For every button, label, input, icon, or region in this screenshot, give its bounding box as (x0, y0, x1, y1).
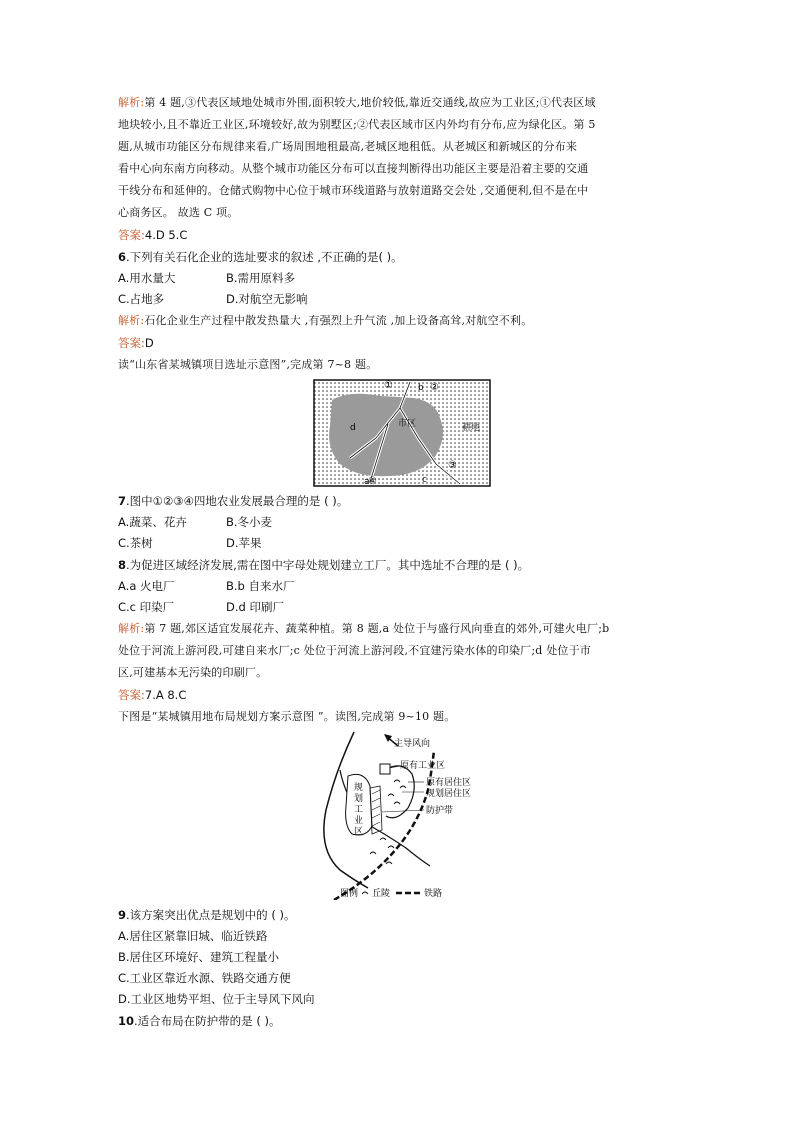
analysis-line: 题,从城市功能区分布规律来看,广场周围地租最高,老城区地租低。从老城区和新城区的分布来 (118, 140, 578, 153)
marker-4: ④ (368, 476, 377, 487)
option-c: C.工业区靠近水源、铁路交通方便 (118, 971, 291, 985)
legend-title: 图例 (340, 889, 359, 899)
option-c: C.占地多 (118, 292, 165, 306)
option-b: B.b 自来水厂 (226, 579, 295, 593)
analysis-line: 心商务区。 故选 C 项。 (118, 206, 239, 219)
question-8-stem: 8.为促进区域经济发展,需在图中字母处规划建立工厂。其中选址不合理的是 ( )。 (118, 558, 530, 572)
map-svg (118, 378, 678, 490)
analysis-line: 解析:石化企业生产过程中散发热量大 ,有强烈上升气流 ,加上设备高耸,对航空不利。 (118, 314, 533, 327)
question-7-stem: 7.图中①②③④四地农业发展最合理的是 ( )。 (118, 494, 349, 508)
option-b: B.居住区环境好、建筑工程量小 (118, 950, 280, 964)
legend-hill-icon (362, 892, 368, 894)
question-6-stem: 6.下列有关石化企业的选址要求的叙述 ,不正确的是( )。 (118, 250, 403, 264)
farmland-label: 耕地 (462, 423, 481, 433)
marker-3: ③ (448, 460, 457, 471)
analysis-line: 区,可建基本无污染的印刷厂。 (118, 666, 268, 679)
question-10-stem: 10.适合布局在防护带的是 ( )。 (118, 1014, 281, 1028)
question-8-options-row2 (118, 597, 678, 618)
analysis-label: 解析: (118, 96, 145, 109)
old-industry-label: 原有工业区 (400, 761, 446, 771)
city-label: 市区 (398, 419, 417, 429)
option-b: B.需用原料多 (226, 271, 296, 285)
option-d: D.工业区地势平坦、位于主导风下风向 (118, 992, 315, 1006)
answer-label: 答案: (118, 228, 145, 242)
planned-industry-char: 区 (354, 827, 364, 837)
legend-rail-label: 铁路 (424, 889, 443, 899)
intro-7-8: 读“山东省某城镇项目选址示意图”,完成第 7~8 题。 (118, 358, 378, 371)
marker-2: ② (430, 382, 439, 393)
answer-label: 答案: (118, 688, 145, 702)
option-a: A.蔬菜、花卉 (118, 515, 187, 529)
analysis-line: 地块较小,且不靠近工业区,环境较好,故为别墅区;②代表区域市区内外均有分布,应为绿化区。第 5 (118, 118, 596, 131)
option-c: C.茶树 (118, 536, 153, 550)
analysis-label: 解析: (118, 314, 145, 327)
intro-9-10: 下图是“某城镇用地布局规划方案示意图 ”。读图,完成第 9~10 题。 (118, 710, 456, 723)
wind-label: 主导风向 (394, 739, 431, 749)
letter-c: c (422, 475, 427, 485)
analysis-line: 看中心向东南方向移动。从整个城市功能区分布可以直接判断得出功能区主要是沿着主要的交通 (118, 162, 589, 175)
question-6-options-row2 (118, 289, 678, 310)
letter-d: d (350, 423, 356, 433)
answer-line: 答案:4.D 5.C (118, 228, 188, 242)
question-7-options-row1 (118, 512, 678, 533)
legend-hill-label: 丘陵 (372, 889, 391, 899)
analysis-line: 解析:第 7 题,郊区适宜发展花卉、蔬菜种植。第 8 题,a 处位于与盛行风向垂直的郊外,可建火电厂;b (118, 622, 610, 635)
question-7-options-row2 (118, 533, 678, 554)
letter-b: b (418, 383, 424, 393)
option-d: D.对航空无影响 (226, 292, 308, 306)
marker-1: ① (384, 380, 393, 391)
answer-line: 答案:D (118, 336, 154, 350)
planned-industry-char: 业 (354, 816, 364, 826)
answer-line: 答案:7.A 8.C (118, 688, 187, 702)
analysis-line: 解析:第 4 题,③代表区域地处城市外围,面积较大,地价较低,靠近交通线,故应为工业区;①代表区域 (118, 96, 596, 109)
planned-industry-char: 划 (354, 794, 364, 804)
plan-svg (118, 730, 678, 900)
option-a: A.a 火电厂 (118, 579, 175, 593)
document-page (118, 92, 678, 1032)
old-residential-label: 原有居住区 (426, 778, 472, 788)
analysis-line: 处位于河流上游河段,可建自来水厂;c 处位于河流上游河段,不宜建污染水体的印染厂;d 处位于市 (118, 644, 591, 657)
option-a: A.用水量大 (118, 271, 176, 285)
option-d: D.d 印刷厂 (226, 600, 284, 614)
option-d: D.苹果 (226, 536, 262, 550)
site-selection-map (118, 378, 678, 490)
analysis-line: 干线分布和延伸的。仓储式购物中心位于城市环线道路与放射道路交会处 ,交通便利,但不是在中 (118, 184, 589, 197)
option-c: C.c 印染厂 (118, 600, 175, 614)
planned-industry-char: 工 (354, 805, 364, 815)
protection-belt (370, 786, 382, 834)
option-b: B.冬小麦 (226, 515, 273, 529)
analysis-label: 解析: (118, 622, 145, 635)
new-residential-label: 规划居住区 (426, 789, 472, 799)
question-8-options-row1 (118, 576, 678, 597)
old-industrial-box (380, 764, 390, 774)
land-use-plan-map (118, 730, 678, 900)
question-9-stem: 9.该方案突出优点是规划中的 ( )。 (118, 908, 296, 922)
belt-label: 防护带 (426, 806, 454, 816)
letter-a: a (364, 477, 370, 487)
question-6-options-row1 (118, 268, 678, 289)
option-a: A.居住区紧靠旧城、临近铁路 (118, 929, 268, 943)
planned-industry-char: 规 (354, 783, 364, 793)
answer-label: 答案: (118, 336, 145, 350)
